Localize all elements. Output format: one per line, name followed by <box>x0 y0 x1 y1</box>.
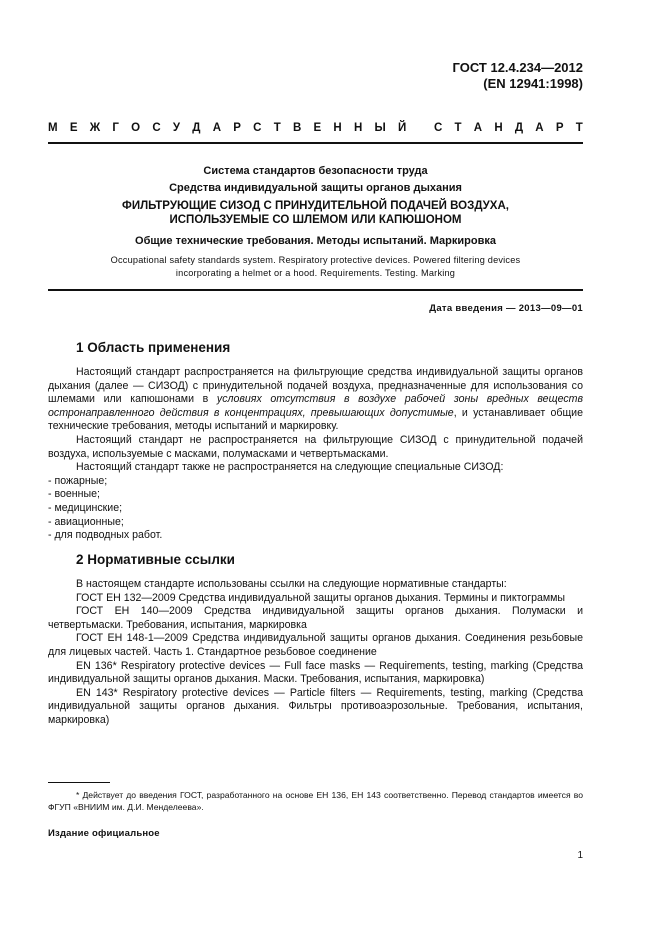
list-item: - для подводных работ. <box>48 529 163 542</box>
section2-heading: 2 Нормативные ссылки <box>76 552 235 567</box>
reference-item: EN 143* Respiratory protective devices — Particle filters — Requirements, testing, marking (Средства индивидуальной защиты органов дыхания. Фильтры противоаэрозольные. Требования, испытания, маркировка) <box>48 686 583 726</box>
page-number: 1 <box>577 850 583 861</box>
intro-date: Дата введения — 2013—09—01 <box>429 303 583 314</box>
title-group: Средства индивидуальной защиты органов дыхания <box>169 182 462 194</box>
banner-letter: М <box>48 122 58 134</box>
interstate-standard-banner <box>48 122 583 134</box>
reference-item: ГОСТ ЕН 140—2009 Средства индивидуальной защиты органов дыхания. Полумаски и четвертьмаски. Требования, испытания, маркировка <box>48 605 583 631</box>
section1-paragraph1 <box>48 366 583 434</box>
banner-letter: В <box>292 122 302 134</box>
reference-item: ГОСТ ЕН 132—2009 Средства индивидуальной защиты органов дыхания. Термины и пиктограммы <box>76 591 566 604</box>
banner-letter: Т <box>454 122 462 134</box>
list-item: - военные; <box>48 488 100 501</box>
gost-number: ГОСТ 12.4.234—2012 <box>452 60 583 75</box>
banner-letter: А <box>473 122 483 134</box>
gost-designation <box>453 60 583 92</box>
reference-item: ГОСТ ЕН 148-1—2009 Средства индивидуальной защиты органов дыхания. Соединения резьбовые для лицевых частей. Часть 1. Стандартное резьбовое соединение <box>48 632 583 658</box>
footnote-rule <box>48 782 110 783</box>
top-rule <box>48 142 583 144</box>
reference-item: EN 136* Respiratory protective devices — Full face masks — Requirements, testing, marking (Средства индивидуальной защиты органов дыхания. Маски. Требования, испытания, маркировка) <box>48 659 583 686</box>
title-main-line1: ФИЛЬТРУЮЩИЕ СИЗОД С ПРИНУДИТЕЛЬНОЙ ПОДАЧЕЙ ВОЗДУХА, <box>122 200 509 212</box>
banner-letter: Н <box>353 122 363 134</box>
official-edition: Издание официальное <box>48 828 160 839</box>
title-english-line1: Occupational safety standards system. Respiratory protective devices. Powered filtering devices <box>110 255 521 265</box>
footnote: * Действует до введения ГОСТ, разработанного на основе ЕН 136, ЕН 143 соответственно. Перевод стандартов имеется во ФГУП «ВНИИМ им. Д.И. Менделеева». <box>48 790 583 812</box>
banner-letter: О <box>131 122 141 134</box>
banner-letter: У <box>172 122 181 134</box>
banner-letter: Е <box>69 122 78 134</box>
section1-body <box>48 366 583 543</box>
title-series: Система стандартов безопасности труда <box>203 165 428 177</box>
banner-letter: С <box>253 122 262 134</box>
list-item: - медицинские; <box>48 501 123 514</box>
banner-letter: Р <box>233 122 241 134</box>
section1-p1-italic: условиях отсутствия в воздухе рабочей зоны вредных веществ остронаправленного действия в концентрациях, превышающих допустимые <box>48 393 584 419</box>
banner-gap <box>419 122 422 134</box>
title-subtitle: Общие технические требования. Методы испытаний. Маркировка <box>135 235 496 247</box>
banner-letter: С <box>152 122 161 134</box>
banner-letter: Р <box>555 122 564 134</box>
banner-letter: Ж <box>89 122 101 134</box>
title-block <box>48 163 583 279</box>
banner-letter: Г <box>112 122 119 134</box>
section1-paragraph2: Настоящий стандарт не распространяется на фильтрующие СИЗОД с принудительной подачей воздуха, используемые с масками, полумасками и четвертьмасками. <box>48 433 583 460</box>
section1-heading-wrap <box>76 341 583 355</box>
list-item: - пожарные; <box>48 474 108 487</box>
banner-letter: Т <box>273 122 281 134</box>
section1-p1-part-b: , и устанавливает общие технические требования, методы испытаний и маркировку. <box>48 406 583 433</box>
banner-letter: С <box>433 122 443 134</box>
en-number: (EN 12941:1998) <box>483 76 583 91</box>
banner-letter: А <box>535 122 544 134</box>
section1-paragraph3: Настоящий стандарт также не распространяется на следующие специальные СИЗОД: <box>76 461 504 474</box>
list-item: - авиационные; <box>48 515 124 528</box>
banner-letter: Н <box>494 122 503 134</box>
title-rule <box>48 289 583 291</box>
banner-letter: Т <box>575 122 583 134</box>
section1-p1-part-a: Настоящий стандарт распространяется на фильтрующие средства индивидуальной защиты органов дыхания (далее — СИЗОД) с принудительной подачей воздуха, предназначенные для использования со шлемами или капюшонами в <box>48 366 583 406</box>
title-main-line2: ИСПОЛЬЗУЕМЫЕ СО ШЛЕМОМ ИЛИ КАПЮШОНОМ <box>169 214 462 226</box>
section2-body <box>48 578 583 728</box>
banner-letter: Д <box>514 122 524 134</box>
section2-heading-wrap <box>76 553 583 567</box>
title-english-line2: incorporating a helmet or a hood. Requirements. Testing. Marking <box>175 267 456 278</box>
banner-letter: Д <box>192 122 201 134</box>
banner-letter: Н <box>333 122 342 134</box>
banner-letter: Ы <box>374 122 386 134</box>
banner-letter: Й <box>398 122 407 134</box>
section1-heading: 1 Область применения <box>76 340 231 355</box>
banner-letter: А <box>212 122 222 134</box>
banner-letter: Е <box>313 122 322 134</box>
section2-paragraph1: В настоящем стандарте использованы ссылки на следующие нормативные стандарты: <box>76 578 507 590</box>
